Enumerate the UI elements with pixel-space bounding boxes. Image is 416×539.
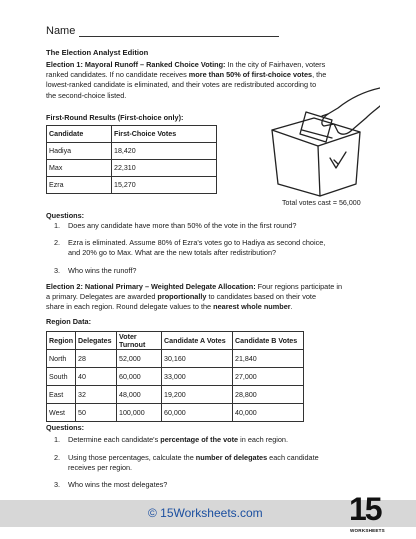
logo-number: 15 — [349, 491, 381, 527]
question-bold: number of delegates — [195, 453, 268, 462]
table-header-cell: Candidate B Votes — [233, 332, 304, 350]
election2-bold-b: proportionally — [157, 292, 207, 302]
table-cell: 100,000 — [117, 404, 162, 422]
table-cell: East — [47, 386, 76, 404]
table-cell: 52,000 — [117, 350, 162, 368]
table-cell: 30,160 — [162, 350, 233, 368]
ballot-box-icon — [262, 80, 380, 198]
table-cell: West — [47, 404, 76, 422]
table-cell: 28 — [76, 350, 117, 368]
election2-text-b: a primary. Delegates are awarded — [46, 292, 158, 302]
election1-text-b: ranked candidates. If no candidate receives — [46, 70, 189, 80]
question-2-2 — [54, 453, 368, 473]
election2-text-b2: to candidates based on their vote — [206, 292, 316, 302]
question-text: each candidate — [267, 453, 319, 462]
name-line[interactable] — [79, 26, 279, 37]
election1-text-c: lowest-ranked candidate is eliminated, and their votes are redistributed according to — [46, 80, 317, 90]
question-text: Who wins the runoff? — [68, 266, 137, 275]
table-cell: 28,800 — [233, 386, 304, 404]
table-header-cell: Candidate A Votes — [162, 332, 233, 350]
name-label: Name — [46, 25, 76, 37]
table-cell: North — [47, 350, 76, 368]
table-cell: 19,200 — [162, 386, 233, 404]
table-cell: 33,000 — [162, 368, 233, 386]
question-number: 1. — [54, 435, 61, 444]
table-cell: South — [47, 368, 76, 386]
table-row — [47, 368, 304, 386]
region-data-table — [46, 331, 304, 422]
worksheet-title: The Election Analyst Edition — [46, 48, 149, 57]
table-row — [47, 143, 217, 160]
table-header-cell: First-Choice Votes — [112, 126, 217, 143]
question-text: Who wins the most delegates? — [68, 480, 168, 489]
election2-paragraph — [46, 282, 376, 313]
copyright-link[interactable]: © 15Worksheets.com — [148, 506, 263, 520]
results-label: First-Round Results (First-choice only): — [46, 113, 184, 122]
question-text: Ezra is eliminated. Assume 80% of Ezra's votes go to Hadiya as second choice, — [68, 238, 326, 247]
table-row — [47, 350, 304, 368]
logo-word: WORKSHEETS — [350, 528, 385, 533]
table-cell: Ezra — [47, 177, 112, 194]
election1-heading: Election 1: Mayoral Runoff – Ranked Choice Voting: — [46, 60, 226, 69]
question-1-2 — [54, 238, 368, 258]
election1-bold-b: more than 50% of first-choice votes — [188, 70, 313, 80]
table-header-row — [47, 332, 304, 350]
election2-text-a: Four regions participate in — [255, 282, 343, 291]
table-cell: 27,000 — [233, 368, 304, 386]
question-number: 2. — [54, 453, 61, 462]
election1-text-a: In the city of Fairhaven, voters — [225, 60, 326, 69]
region-label: Region Data: — [46, 317, 91, 326]
table-header-cell: Voter Turnout — [117, 332, 162, 350]
question-text: Does any candidate have more than 50% of the vote in the first round? — [68, 221, 297, 230]
table-cell: 60,000 — [117, 368, 162, 386]
election2-heading: Election 2: National Primary – Weighted Delegate Allocation: — [46, 282, 256, 291]
question-text: Determine each candidate's — [68, 435, 161, 444]
question-bold: percentage of the vote — [160, 435, 239, 444]
question-text-cont: and 20% go to Max. What are the new totals after redistribution? — [68, 248, 277, 258]
question-number: 3. — [54, 480, 61, 489]
table-cell: Max — [47, 160, 112, 177]
question-text: in each region. — [238, 435, 289, 444]
table-header-cell: Delegates — [76, 332, 117, 350]
question-text: Using those percentages, calculate the — [68, 453, 196, 462]
table-cell: 40,000 — [233, 404, 304, 422]
table-row — [47, 177, 217, 194]
questions-label-2: Questions: — [46, 423, 85, 432]
election1-text-b2: , the — [312, 70, 327, 80]
question-text-cont: receives per region. — [68, 463, 133, 473]
table-cell: 50 — [76, 404, 117, 422]
table-row — [47, 160, 217, 177]
table-cell: 15,270 — [112, 177, 217, 194]
first-round-table — [46, 125, 217, 194]
table-cell: 18,420 — [112, 143, 217, 160]
table-row — [47, 386, 304, 404]
table-cell: 32 — [76, 386, 117, 404]
table-cell: 21,840 — [233, 350, 304, 368]
table-header-cell: Candidate — [47, 126, 112, 143]
table-cell: 22,310 — [112, 160, 217, 177]
table-cell: 40 — [76, 368, 117, 386]
election1-text-d: the second-choice listed. — [46, 90, 127, 100]
total-votes: Total votes cast = 56,000 — [282, 199, 361, 207]
question-2-1 — [54, 435, 368, 445]
question-2-3 — [54, 480, 368, 490]
table-cell: 48,000 — [117, 386, 162, 404]
election2-text-c: share in each region. Round delegate values to the — [46, 302, 214, 312]
table-row — [47, 404, 304, 422]
question-number: 3. — [54, 266, 61, 275]
table-cell: Hadiya — [47, 143, 112, 160]
table-header-row — [47, 126, 217, 143]
table-cell: 60,000 — [162, 404, 233, 422]
election2-bold-c: nearest whole number — [213, 302, 291, 312]
question-number: 2. — [54, 238, 61, 247]
table-header-cell: Region — [47, 332, 76, 350]
question-1-3 — [54, 266, 368, 276]
election2-text-c2: . — [290, 302, 293, 312]
question-1-1 — [54, 221, 368, 231]
question-number: 1. — [54, 221, 61, 230]
name-row — [46, 25, 279, 37]
questions-label-1: Questions: — [46, 211, 85, 220]
